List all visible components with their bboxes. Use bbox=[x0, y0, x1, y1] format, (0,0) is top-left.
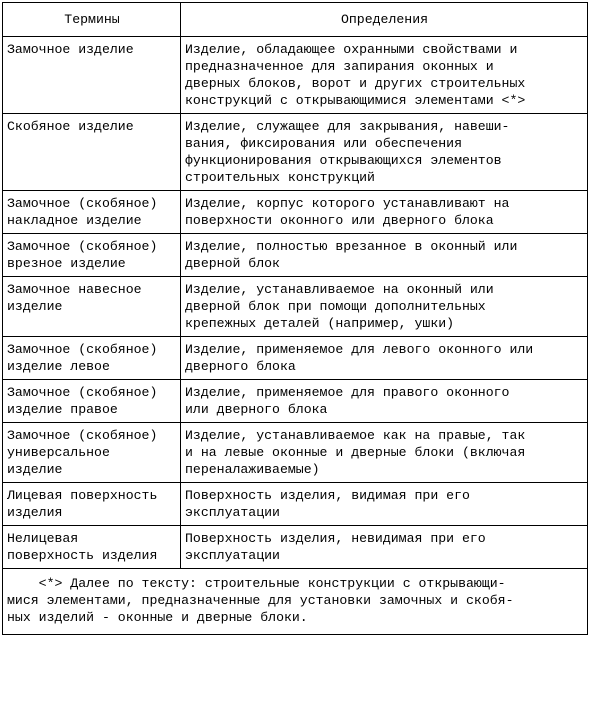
term-cell: Замочное изделие bbox=[3, 37, 181, 114]
term-cell: Замочное (скобяное) изделие правое bbox=[3, 380, 181, 423]
term-cell: Скобяное изделие bbox=[3, 114, 181, 191]
header-terms: Термины bbox=[3, 3, 181, 37]
terms-table bbox=[2, 2, 588, 635]
table-row bbox=[3, 423, 588, 483]
table-header-row bbox=[3, 3, 588, 37]
definition-cell: Изделие, применяемое для левого оконного или дверного блока bbox=[181, 337, 588, 380]
term-cell: Замочное (скобяное) изделие левое bbox=[3, 337, 181, 380]
term-cell: Лицевая поверхность изделия bbox=[3, 483, 181, 526]
term-cell: Замочное (скобяное) врезное изделие bbox=[3, 234, 181, 277]
table-row bbox=[3, 277, 588, 337]
term-cell: Замочное (скобяное) накладное изделие bbox=[3, 191, 181, 234]
term-cell: Замочное (скобяное) универсальное изделие bbox=[3, 423, 181, 483]
header-definitions: Определения bbox=[181, 3, 588, 37]
footnote-row bbox=[3, 569, 588, 635]
definition-cell: Поверхность изделия, видимая при его эксплуатации bbox=[181, 483, 588, 526]
definition-cell: Изделие, обладающее охранными свойствами и предназначенное для запирания оконных и дверных блоков, ворот и других строительных конструкций с открывающимися элементами <*> bbox=[181, 37, 588, 114]
table-row bbox=[3, 483, 588, 526]
table-row bbox=[3, 191, 588, 234]
definition-cell: Поверхность изделия, невидимая при его эксплуатации bbox=[181, 526, 588, 569]
term-cell: Нелицевая поверхность изделия bbox=[3, 526, 181, 569]
footnote: <*> Далее по тексту: строительные конструкции с открывающи- мися элементами, предназначенные для установки замочных и скобя- ных изделий - оконные и дверные блоки. bbox=[3, 569, 588, 635]
definition-cell: Изделие, применяемое для правого оконного или дверного блока bbox=[181, 380, 588, 423]
definition-cell: Изделие, устанавливаемое на оконный или дверной блок при помощи дополнительных крепежных деталей (например, ушки) bbox=[181, 277, 588, 337]
term-cell: Замочное навесное изделие bbox=[3, 277, 181, 337]
table-row bbox=[3, 526, 588, 569]
definition-cell: Изделие, корпус которого устанавливают на поверхности оконного или дверного блока bbox=[181, 191, 588, 234]
definition-cell: Изделие, служащее для закрывания, навеши- вания, фиксирования или обеспечения функционирования открывающихся элементов строительных конструкций bbox=[181, 114, 588, 191]
table-row bbox=[3, 337, 588, 380]
definition-cell: Изделие, устанавливаемое как на правые, так и на левые оконные и дверные блоки (включая переналаживаемые) bbox=[181, 423, 588, 483]
table-row bbox=[3, 114, 588, 191]
table-row bbox=[3, 380, 588, 423]
table-row bbox=[3, 37, 588, 114]
definition-cell: Изделие, полностью врезанное в оконный или дверной блок bbox=[181, 234, 588, 277]
table-row bbox=[3, 234, 588, 277]
